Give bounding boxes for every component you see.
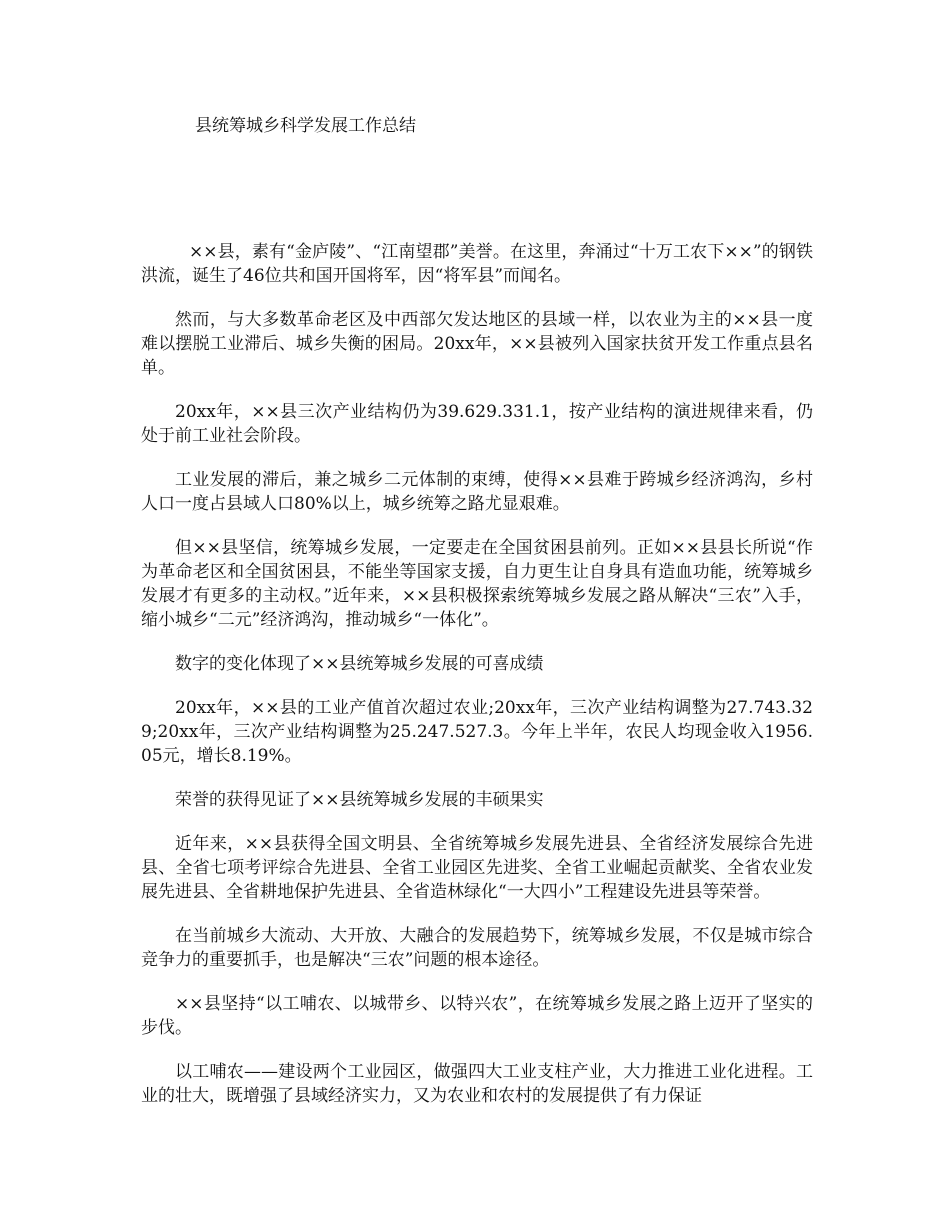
paragraph-strategy: ××县坚持“以工哺农、以城带乡、以特兴农”，在统筹城乡发展之路上迈开了坚实的步伐。 bbox=[141, 994, 813, 1038]
paragraph-statistics: 20xx年，××县的工业产值首次超过农业;20xx年，三次产业结构调整为27.743.329;20xx年，三次产业结构调整为25.247.527.3。今年上半年，农民人均现金收入1956.05元，增长8.19%。 bbox=[141, 698, 813, 766]
paragraph-industry-feeds-agriculture: 以工哺农——建设两个工业园区，做强四大工业支柱产业，大力推进工业化进程。工业的壮大，既增强了县域经济实力，又为农业和农村的发展提供了有力保证 bbox=[141, 1062, 813, 1106]
paragraph-poverty-county: 然而，与大多数革命老区及中西部欠发达地区的县域一样，以农业为主的××县一度难以摆脱工业滞后、城乡失衡的困局。20xx年，××县被列入国家扶贫开发工作重点县名单。 bbox=[141, 310, 813, 378]
paragraph-dual-system: 工业发展的滞后，兼之城乡二元体制的束缚，使得××县难于跨城乡经济鸿沟，乡村人口一度占县域人口80%以上，城乡统筹之路尤显艰难。 bbox=[141, 470, 813, 514]
paragraph-subheading-numbers: 数字的变化体现了××县统筹城乡发展的可喜成绩 bbox=[175, 654, 544, 674]
paragraph-honors-list: 近年来，××县获得全国文明县、全省统筹城乡发展先进县、全省经济发展综合先进县、全省七项考评综合先进县、全省工业园区先进奖、全省工业崛起贡献奖、全省农业发展先进县、全省耕地保护先进县、全省造林绿化“一大四小”工程建设先进县等荣誉。 bbox=[141, 834, 813, 902]
paragraph-subheading-honors: 荣誉的获得见证了××县统筹城乡发展的丰硕果实 bbox=[175, 790, 544, 810]
paragraph-development-trend: 在当前城乡大流动、大开放、大融合的发展趋势下，统筹城乡发展，不仅是城市综合竞争力的重要抓手，也是解决“三农”问题的根本途径。 bbox=[141, 926, 813, 970]
document-body bbox=[141, 240, 813, 1128]
paragraph-county-belief: 但××县坚信，统筹城乡发展，一定要走在全国贫困县前列。正如××县县长所说“作为革命老区和全国贫困县，不能坐等国家支援，自力更生让自身具有造血功能，统筹城乡发展才有更多的主动权。”近年来，××县积极探索统筹城乡发展之路从解决“三农”入手，缩小城乡“二元”经济鸿沟，推动城乡“一体化”。 bbox=[141, 538, 813, 630]
document-title: 县统筹城乡科学发展工作总结 bbox=[195, 116, 416, 136]
paragraph-intro: ××县，素有“金庐陵”、“江南望郡”美誉。在这里，奔涌过“十万工农下××”的钢铁洪流，诞生了46位共和国开国将军，因“将军县”而闻名。 bbox=[141, 242, 813, 286]
paragraph-industry-structure: 20xx年，××县三次产业结构仍为39.629.331.1，按产业结构的演进规律来看，仍处于前工业社会阶段。 bbox=[141, 402, 813, 446]
